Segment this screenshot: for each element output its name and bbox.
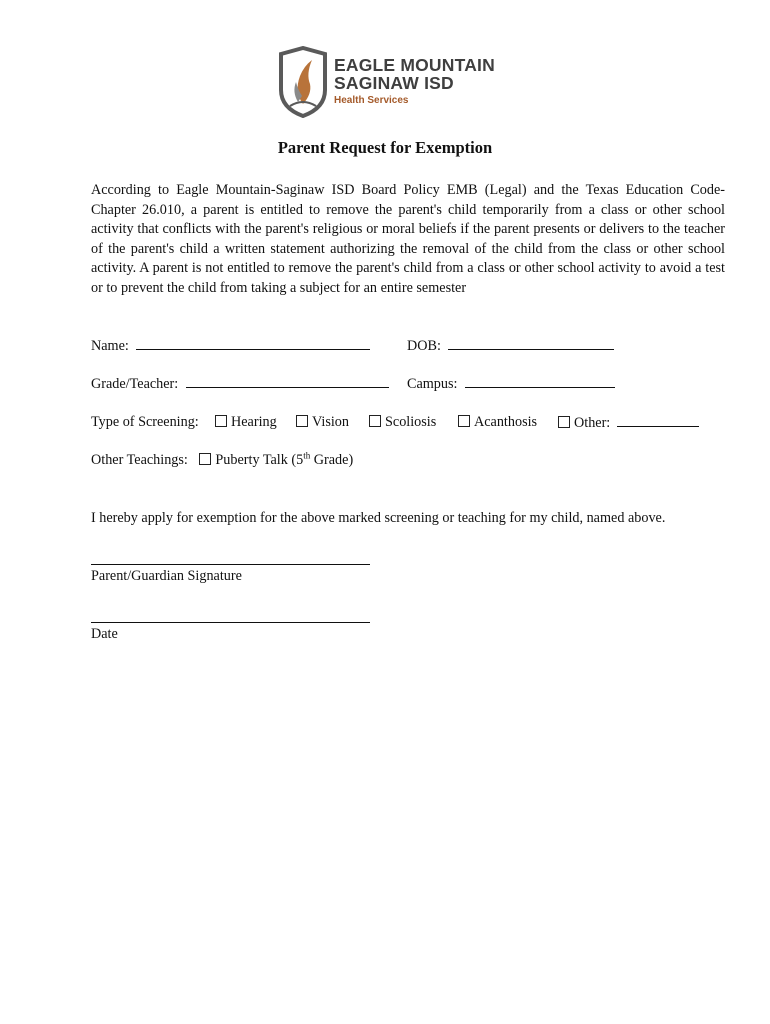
teachings-option-suffix: Grade) (310, 452, 354, 468)
checkbox[interactable] (215, 415, 227, 427)
screening-label: Type of Screening: (91, 414, 199, 430)
grade-teacher-field[interactable] (186, 375, 389, 388)
checkbox[interactable] (199, 453, 211, 465)
screening-option-other[interactable] (558, 414, 699, 432)
other-field[interactable] (617, 414, 699, 427)
name-row (91, 337, 370, 355)
dob-field[interactable] (448, 337, 614, 350)
logo-line-3: Health Services (334, 95, 409, 106)
date-label: Date (91, 626, 118, 642)
screening-row (91, 414, 199, 431)
statement-text: I hereby apply for exemption for the above marked screening or teaching for my child, named above. (91, 510, 666, 526)
grade-teacher-row (91, 375, 389, 393)
teachings-option-sup: th (303, 450, 311, 461)
teachings-row (91, 452, 353, 469)
checkbox[interactable] (296, 415, 308, 427)
teachings-option-prefix: Puberty Talk (5 (215, 452, 304, 468)
name-label: Name: (91, 338, 129, 354)
name-field[interactable] (136, 337, 370, 350)
signature-line[interactable] (91, 564, 370, 565)
checkbox[interactable] (369, 415, 381, 427)
signature-label: Parent/Guardian Signature (91, 568, 242, 584)
dob-row (407, 337, 614, 355)
document-title: Parent Request for Exemption (277, 138, 493, 157)
campus-row (407, 375, 615, 393)
teachings-label: Other Teachings: (91, 452, 188, 468)
dob-label: DOB: (407, 338, 441, 354)
intro-paragraph: According to Eagle Mountain-Saginaw ISD Board Policy EMB (Legal) and the Texas Education Code- Chapter 26.010, a parent is entitled to remove the parent's child temporarily from a class or other school activity that conflicts with the parent's religious or moral beliefs if the parent presents or delivers to the teacher of the parent's child a written statement authorizing the removal of the child from the class or other school activity. A parent is not entitled to remove the parent's child from a class or other school activity to avoid a test or to prevent the child from taking a subject for an entire semester (91, 182, 725, 296)
screening-option-label: Hearing (231, 414, 277, 430)
screening-option-scoliosis[interactable] (369, 414, 436, 431)
grade-teacher-label: Grade/Teacher: (91, 376, 179, 392)
screening-option-label: Other: (574, 415, 611, 431)
shield-flame-icon (276, 46, 330, 118)
screening-option-hearing[interactable] (215, 414, 277, 431)
screening-option-label: Vision (312, 414, 349, 430)
logo-line-1: EAGLE MOUNTAIN (334, 55, 495, 75)
logo-line-2: SAGINAW ISD (334, 73, 454, 93)
screening-option-vision[interactable] (296, 414, 349, 431)
campus-field[interactable] (465, 375, 615, 388)
screening-option-label: Scoliosis (385, 414, 437, 430)
district-logo (276, 46, 496, 118)
checkbox[interactable] (458, 415, 470, 427)
screening-option-acanthosis[interactable] (458, 414, 537, 431)
campus-label: Campus: (407, 376, 458, 392)
checkbox[interactable] (558, 416, 570, 428)
screening-option-label: Acanthosis (474, 414, 538, 430)
date-line[interactable] (91, 622, 370, 623)
